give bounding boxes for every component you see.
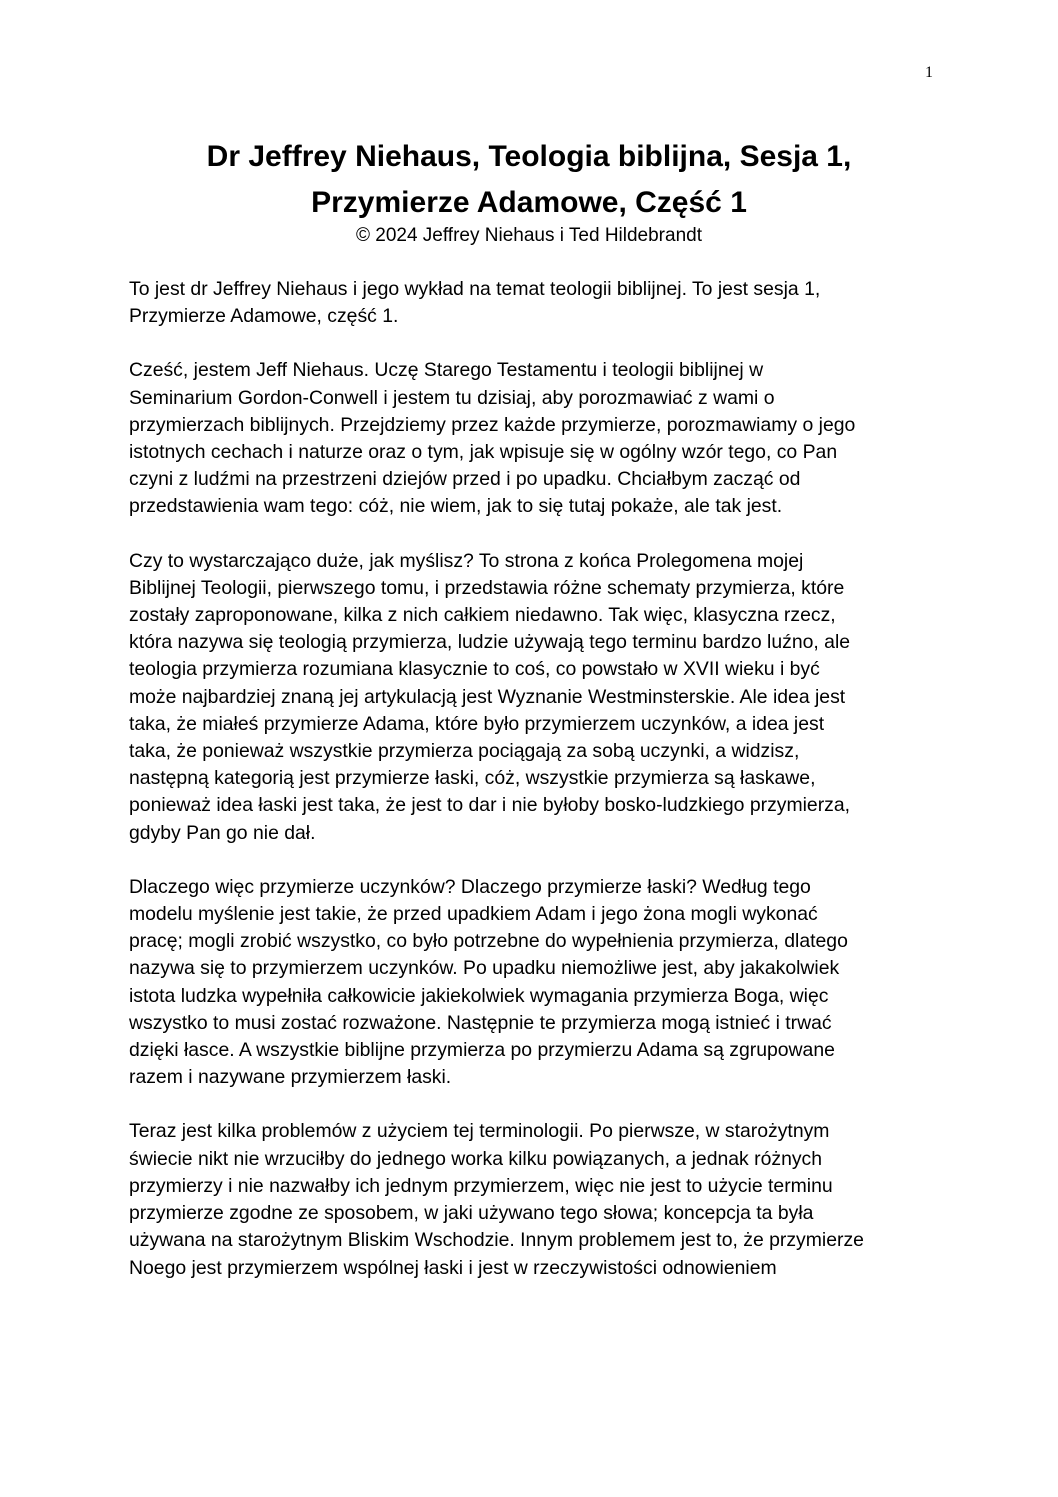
paragraph-greeting xyxy=(129,357,939,520)
text-line: przymierzy i nie nazwałby ich jednym przymierzem, więc nie jest to użycie terminu xyxy=(129,1174,833,1197)
title-line: Dr Jeffrey Niehaus, Teologia biblijna, Sesja 1, xyxy=(206,140,852,173)
text-line: Biblijnej Teologii, pierwszego tomu, i przedstawia różne schematy przymierza, które xyxy=(129,576,845,599)
text-line: teologia przymierza rozumiana klasycznie to coś, co powstało w XVII wieku i być xyxy=(129,658,820,681)
text-line: Przymierze Adamowe, część 1. xyxy=(129,305,399,328)
text-line: Teraz jest kilka problemów z użyciem tej terminologii. Po pierwsze, w starożytnym xyxy=(129,1120,830,1143)
text-line: używana na starożytnym Bliskim Wschodzie. Innym problemem jest to, że przymierze xyxy=(129,1229,864,1252)
text-line: taka, że ponieważ wszystkie przymierza pociągają za sobą uczynki, a widzisz, xyxy=(129,740,800,763)
text-line: może najbardziej znaną jej artykulacją jest Wyznanie Westminsterskie. Ale idea jest xyxy=(129,685,846,708)
text-line: następną kategorią jest przymierze łaski, cóż, wszystkie przymierza są łaskawe, xyxy=(129,767,816,790)
text-line: Cześć, jestem Jeff Niehaus. Uczę Starego Testamentu i teologii biblijnej w xyxy=(129,359,764,382)
document-body xyxy=(129,276,939,1309)
text-line: przedstawienia wam tego: cóż, nie wiem, jak to się tutaj pokaże, ale tak jest. xyxy=(129,495,783,518)
text-line: świecie nikt nie wrzuciłby do jednego worka kilku powiązanych, a jednak różnych xyxy=(129,1147,823,1170)
text-line: To jest dr Jeffrey Niehaus i jego wykład na temat teologii biblijnej. To jest sesja 1, xyxy=(129,278,821,300)
text-line: dzięki łasce. A wszystkie biblijne przymierza po przymierzu Adama są zgrupowane xyxy=(129,1039,835,1062)
text-line: razem i nazywane przymierzem łaski. xyxy=(129,1066,452,1089)
text-line: zostały zaproponowane, kilka z nich całkiem niedawno. Tak więc, klasyczna rzecz, xyxy=(129,604,836,627)
page-number: 1 xyxy=(925,64,933,81)
text-line: przymierzach biblijnych. Przejdziemy przez każde przymierze, porozmawiamy o jego xyxy=(129,413,856,436)
text-line: czyni z ludźmi na przestrzeni dziejów przed i po upadku. Chciałbym zacząć od xyxy=(129,468,801,491)
text-line: wszystko to musi zostać rozważone. Następnie te przymierza mogą istnieć i trwać xyxy=(129,1011,832,1034)
document-title xyxy=(0,134,1058,226)
text-line: istotnych cechach i naturze oraz o tym, jak wpisuje się w ogólny wzór tego, co Pan xyxy=(129,441,838,464)
text-line: gdyby Pan go nie dał. xyxy=(129,821,316,844)
paragraph-problems xyxy=(129,1118,939,1281)
text-line: Czy to wystarczająco duże, jak myślisz? To strona z końca Prolegomena mojej xyxy=(129,549,804,572)
text-line: Noego jest przymierzem wspólnej łaski i jest w rzeczywistości odnowieniem xyxy=(129,1256,777,1279)
text-line: Seminarium Gordon-Conwell i jestem tu dzisiaj, aby porozmawiać z wami o xyxy=(129,386,775,409)
text-line: która nazywa się teologią przymierza, ludzie używają tego terminu bardzo luźno, ale xyxy=(129,631,851,654)
text-line: modelu myślenie jest takie, że przed upadkiem Adam i jego żona mogli wykonać xyxy=(129,903,818,926)
text-line: istota ludzka wypełniła całkowicie jakiekolwiek wymagania przymierza Boga, więc xyxy=(129,984,829,1007)
text-line: taka, że miałeś przymierze Adama, które było przymierzem uczynków, a idea jest xyxy=(129,712,825,735)
copyright-notice: © 2024 Jeffrey Niehaus i Ted Hildebrandt xyxy=(355,225,702,246)
text-line: Dlaczego więc przymierze uczynków? Dlaczego przymierze łaski? Według tego xyxy=(129,875,811,898)
text-line: przymierze zgodne ze sposobem, w jaki używano tego słowa; koncepcja ta była xyxy=(129,1202,814,1225)
paragraph-covenant-theology xyxy=(129,548,939,847)
paragraph-intro xyxy=(129,276,939,330)
text-line: ponieważ idea łaski jest taka, że jest to dar i nie byłoby bosko-ludzkiego przymierza, xyxy=(129,794,851,817)
text-line: pracę; mogli zrobić wszystko, co było potrzebne do wypełnienia przymierza, dlatego xyxy=(129,930,848,953)
title-line: Przymierze Adamowe, Część 1 xyxy=(311,186,747,219)
paragraph-works-grace xyxy=(129,874,939,1092)
text-line: nazywa się to przymierzem uczynków. Po upadku niemożliwe jest, aby jakakolwiek xyxy=(129,957,840,980)
